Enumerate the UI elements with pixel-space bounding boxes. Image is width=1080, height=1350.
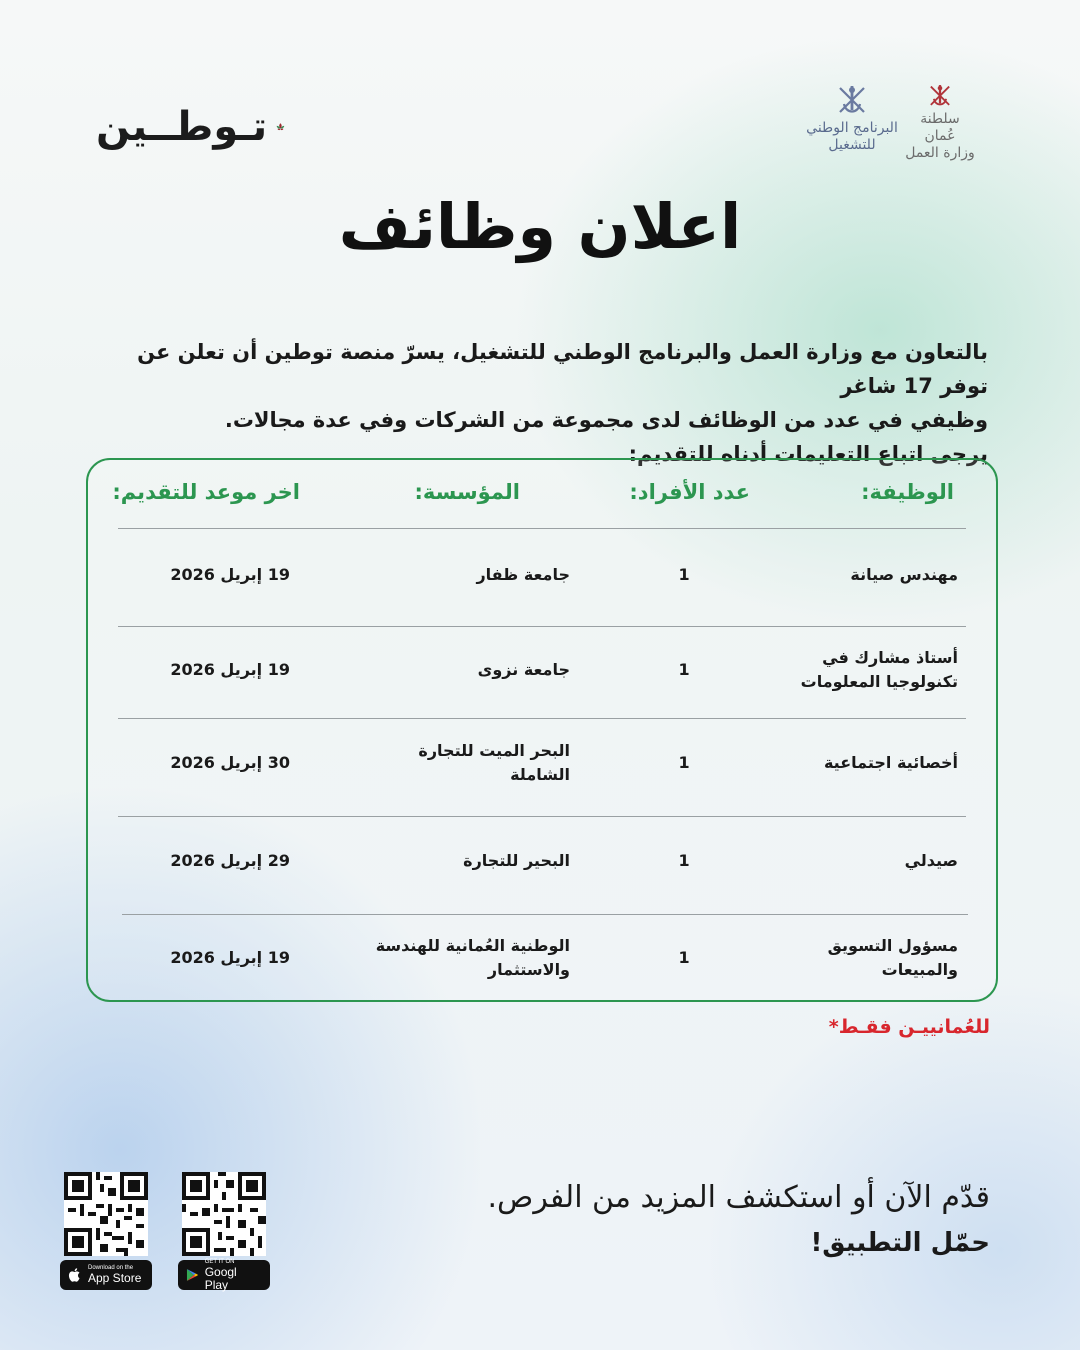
- row-divider: [122, 914, 968, 915]
- intro-paragraph: [128, 335, 988, 471]
- google-play-label: Googl Play: [204, 1264, 237, 1292]
- header-org: المؤسسة:: [414, 480, 520, 504]
- jobs-table: [86, 458, 998, 1002]
- national-employment-program-logo: [800, 82, 904, 162]
- google-play-qr-code[interactable]: [182, 1172, 266, 1256]
- row-2-org: جامعة نزوى: [477, 660, 570, 679]
- intro-line-1: بالتعاون مع وزارة العمل والبرنامج الوطني للتشغيل، يسرّ منصة توطين أن تعلن عن توفر 17 شاغر: [137, 340, 988, 398]
- header-count: عدد الأفراد:: [629, 480, 750, 504]
- row-1-count: 1: [678, 565, 690, 584]
- row-5-org: الوطنية العُمانية للهندسة والاستثمار: [375, 936, 570, 979]
- row-4-job: صيدلي: [904, 851, 958, 870]
- row-3-job: أخصائية اجتماعية: [823, 753, 958, 772]
- intro-line-3: يرجى اتباع التعليمات أدناه للتقديم:: [628, 442, 988, 466]
- google-play-icon: [186, 1268, 199, 1282]
- program-name-line2: للتشغيل: [828, 137, 876, 153]
- header-divider: [118, 528, 966, 529]
- app-store-label: App Store: [88, 1271, 142, 1285]
- row-divider: [118, 718, 966, 719]
- row-4-count: 1: [678, 851, 690, 870]
- row-4-org: البحير للتجارة: [463, 851, 570, 870]
- row-5-count: 1: [678, 948, 690, 967]
- row-3-deadline: 30 إبريل 2026: [170, 753, 290, 772]
- app-store-badge[interactable]: [60, 1260, 152, 1290]
- google-play-badge[interactable]: [178, 1260, 270, 1290]
- row-1-org: جامعة ظفار: [476, 565, 570, 584]
- row-divider: [118, 816, 966, 817]
- row-2-count: 1: [678, 660, 690, 679]
- omani-only-note: للعُمانييـن فقـط*: [828, 1016, 990, 1038]
- row-2-deadline: 19 إبريل 2026: [170, 660, 290, 679]
- tawteen-emblem-icon: [275, 107, 286, 147]
- program-emblem-icon: [834, 82, 870, 120]
- app-store-qr-code[interactable]: [64, 1172, 148, 1256]
- header-deadline: اخر موعد للتقديم:: [112, 480, 300, 504]
- row-1-job: مهندس صيانة: [850, 565, 958, 584]
- row-4-deadline: 29 إبريل 2026: [170, 851, 290, 870]
- intro-line-2: وظيفي في عدد من الوظائف لدى مجموعة من الشركات وفي عدة مجالات.: [224, 408, 988, 432]
- program-name-line1: البرنامج الوطني: [806, 120, 898, 136]
- download-app-text: حمّل التطبيق!: [810, 1228, 990, 1258]
- app-store-small-text: Download on the: [88, 1265, 134, 1271]
- row-5-deadline: 19 إبريل 2026: [170, 948, 290, 967]
- row-3-count: 1: [678, 753, 690, 772]
- row-2-job: أستاذ مشارك في تكنولوجيا المعلومات: [800, 648, 958, 691]
- ministry-name-line1: سلطنة عُمان: [920, 111, 960, 144]
- apple-icon: [68, 1267, 82, 1283]
- tawteen-logo: [96, 100, 286, 154]
- row-3-org: البحر الميت للتجارة الشاملة: [418, 741, 570, 784]
- oman-emblem-icon: [922, 82, 958, 111]
- page-title: اعلان وظائف: [338, 190, 742, 263]
- google-play-small-text: GET IT ON: [204, 1258, 235, 1265]
- row-5-job: مسؤول التسويق والمبيعات: [827, 936, 958, 979]
- row-divider: [118, 626, 966, 627]
- header-job: الوظيفة:: [861, 480, 954, 504]
- ministry-of-labour-logo: [904, 82, 976, 162]
- cta-text: قدّم الآن أو استكشف المزيد من الفرص.: [487, 1180, 990, 1215]
- row-1-deadline: 19 إبريل 2026: [170, 565, 290, 584]
- brand-name: تـوطــين: [96, 104, 268, 150]
- ministry-name-line2: وزارة العمل: [905, 145, 975, 161]
